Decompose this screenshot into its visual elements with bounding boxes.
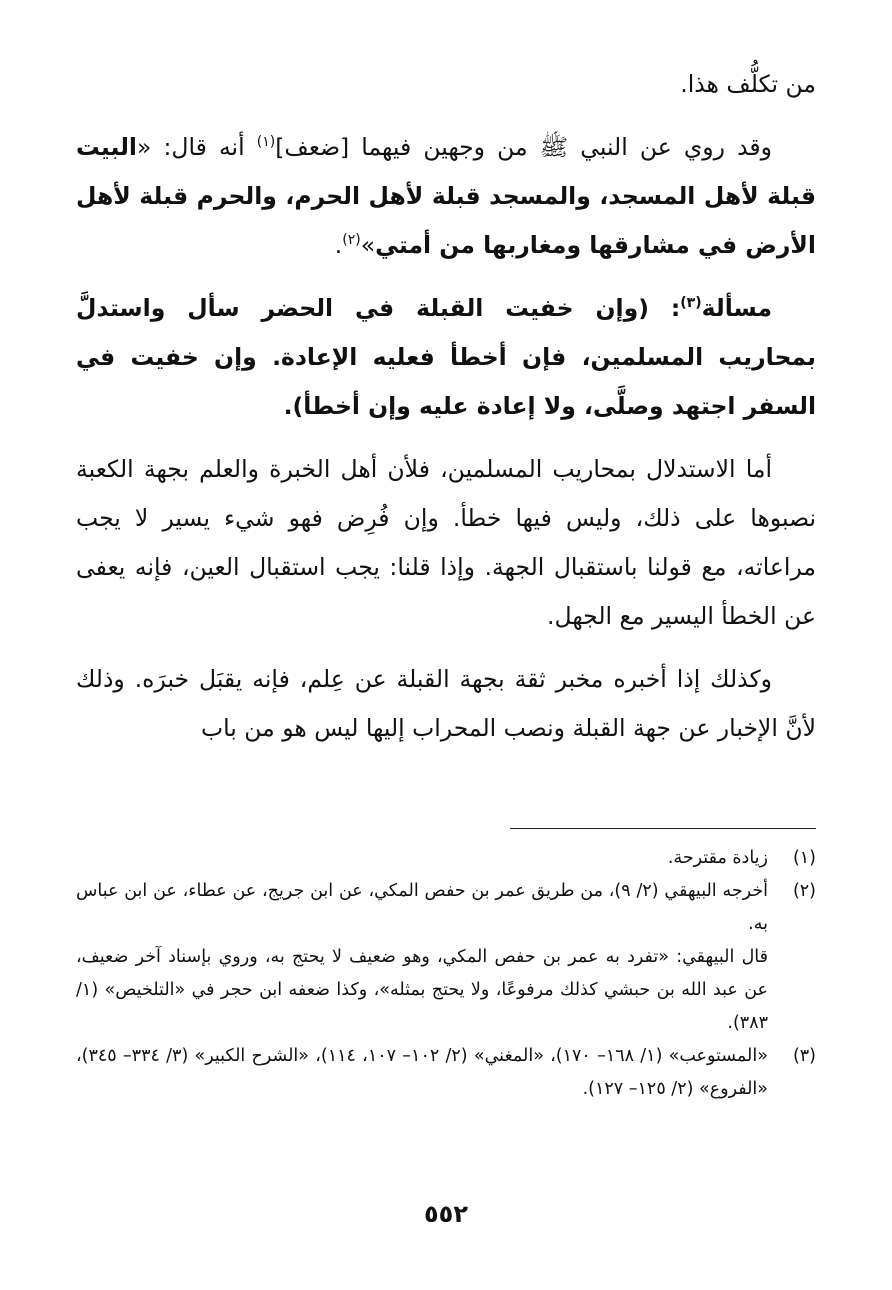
footnote-body [76,842,768,875]
paragraph-5 [76,655,816,753]
footnote-text: «المستوعب» (١/ ١٦٨– ١٧٠)، «المغني» (٢/ ١٠٢– ١٠٧، ١١٤)، «الشرح الكبير» (٣/ ٣٣٤– ٣٤٥)، «الفروع» (٢/ ١٢٥– ١٢٧). [76,1046,768,1099]
paragraph-5-text: وكذلك إذا أخبره مخبر ثقة بجهة القبلة عن عِلم، فإنه يقبَل خبرَه. وذلك لأنَّ الإخبار عن جهة القبلة ونصب المحراب إليها ليس هو من باب [76,665,816,742]
main-text [76,60,816,767]
footnote-divider [510,828,816,829]
footnote-number: (٢) [792,881,816,901]
footnote-text: قال البيهقي: «تفرد به عمر بن حفص المكي، وهو ضعيف لا يحتج به، وروي بإسناد آخر ضعيف، عن عبد الله بن حبشي كذلك مرفوعًا، ولا يحتج بمثله»، وكذا ضعفه ابن حجر في «التلخيص» (١/ ٣٨٣). [76,947,768,1033]
footnote-body [76,1040,768,1106]
paragraph-2-end: . [334,231,343,259]
footnote-ref-3[interactable]: (٣) [680,295,702,312]
footnote-number: (١) [792,848,816,868]
paragraph-4 [76,445,816,641]
issue-paragraph [76,284,816,431]
paragraph-1 [76,60,816,109]
paragraph-4-text: أما الاستدلال بمحاريب المسلمين، فلأن أهل الخبرة والعلم بجهة الكعبة نصبوها على ذلك، وليس فيها خطأ. وإن فُرِض فهو شيء يسير لا يجب مراعاته، مع قولنا باستقبال الجهة. وإذا قلنا: يجب استقبال العين، فإنه يعفى عن الخطأ اليسير مع الجهل. [76,455,816,630]
footnote-body [76,875,768,1040]
footnote-text: زيادة مقترحة. [667,848,768,868]
paragraph-2-intro: وقد روي عن النبي ﷺ من وجهين فيهما [ضعف] [275,133,773,161]
hadith-text: البيت قبلة لأهل المسجد، والمسجد قبلة لأهل الحرم، والحرم قبلة لأهل الأرض في مشارقها ومغاربها من أمتي [76,133,816,259]
paragraph-2-said: أنه قال: « [136,133,257,161]
page-number: ٥٥٢ [424,1200,468,1228]
footnote-2 [76,875,816,1040]
quote-close: » [360,231,376,259]
footnote-ref-2[interactable]: (٢) [342,232,361,249]
footnote-number: (٣) [792,1046,816,1066]
footnote-1 [76,842,816,875]
footnote-text: أخرجه البيهقي (٢/ ٩)، من طريق عمر بن حفص المكي، عن ابن جريج، عن عطاء، عن ابن عباس به. [76,881,769,934]
issue-label: مسألة [701,294,772,322]
issue-text: : (وإن خفيت القبلة في الحضر سأل واستدلَّ بمحاريب المسلمين، فإن أخطأ فعليه الإعادة. وإن خفيت في السفر اجتهد وصلَّى، ولا إعادة عليه وإن أخطأ). [76,294,816,420]
footnote-ref-1[interactable]: (١) [256,134,276,151]
paragraph-1-text: من تكلُّف هذا. [680,70,816,98]
footnote-3 [76,1040,816,1106]
paragraph-2 [76,123,816,270]
footnotes [76,842,816,1106]
